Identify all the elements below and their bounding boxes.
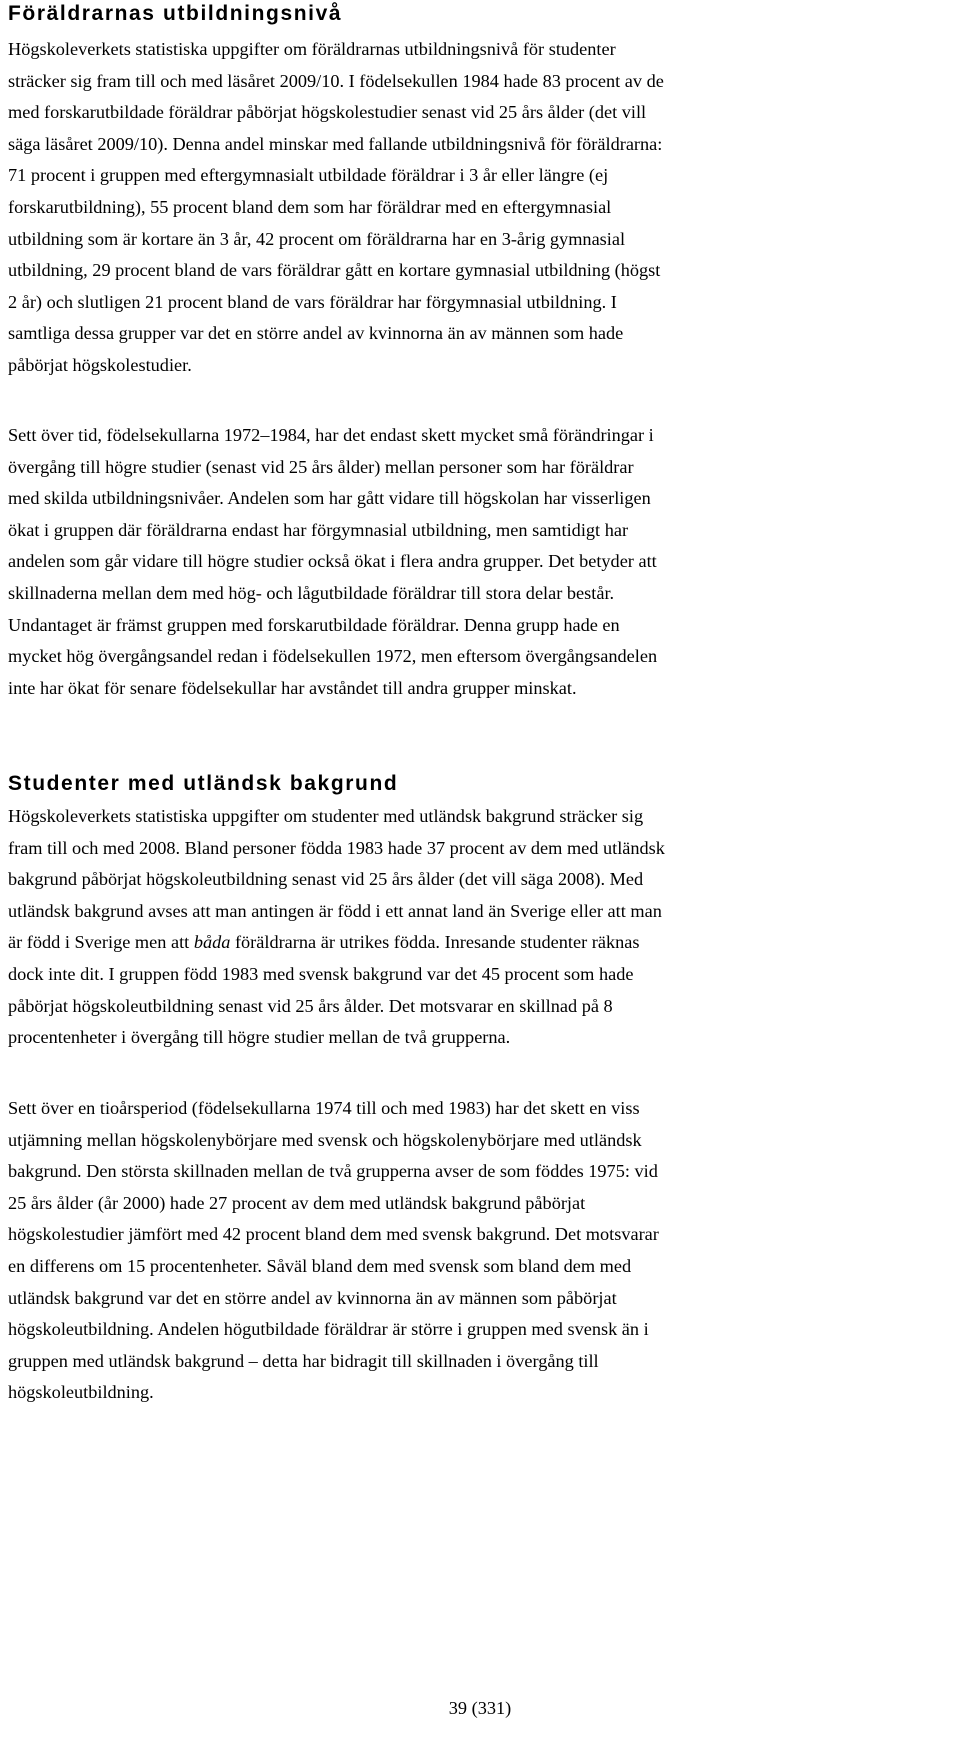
text-segment: föräldrarna är utrikes födda. Inresande studenter räknas: [230, 932, 640, 953]
text-line: utländsk bakgrund avses att man antingen är född i ett annat land än Sverige eller att man: [8, 900, 662, 921]
text-line: en differens om 15 procentenheter. Såväl bland dem med svensk som bland dem med: [8, 1255, 632, 1276]
text-line: 25 års ålder (år 2000) hade 27 procent av dem med utländsk bakgrund påbörjat: [8, 1192, 586, 1213]
text-line: forskarutbildning), 55 procent bland dem som har föräldrar med en eftergymnasial: [8, 196, 612, 217]
text-line: inte har ökat för senare födelsekullar har avståndet till andra grupper minskat.: [8, 677, 577, 698]
paragraph-parental-education-1: [8, 34, 664, 382]
text-line: utjämning mellan högskolenybörjare med svensk och högskolenybörjare med utländsk: [8, 1129, 642, 1150]
section-heading-parental-education: Föräldrarnas utbildningsnivå: [8, 2, 343, 25]
text-segment: är född i Sverige men att: [8, 932, 194, 953]
text-line: mycket hög övergångsandel redan i födelsekullen 1972, men eftersom övergångsandelen: [8, 646, 658, 667]
text-line: gruppen med utländsk bakgrund – detta har bidragit till skillnaden i övergång till: [8, 1350, 599, 1371]
text-line: säga läsåret 2009/10). Denna andel minskar med fallande utbildningsnivå för föräldrarna:: [8, 133, 663, 154]
text-line: dock inte dit. I gruppen född 1983 med svensk bakgrund var det 45 procent som hade: [8, 963, 634, 984]
text-line: 2 år) och slutligen 21 procent bland de vars föräldrar har förgymnasial utbildning. I: [8, 291, 617, 312]
paragraph-parental-education-2: [8, 420, 657, 704]
text-line: påbörjat högskoleutbildning senast vid 25 års ålder. Det motsvarar en skillnad på 8: [8, 995, 613, 1016]
text-line: Sett över en tioårsperiod (födelsekullarna 1974 till och med 1983) har det skett en viss: [8, 1098, 640, 1118]
text-line: utländsk bakgrund var det en större andel av kvinnorna än av männen som påbörjat: [8, 1287, 617, 1308]
paragraph-foreign-background-2: [8, 1093, 659, 1409]
text-line: [8, 927, 665, 959]
text-line: Undantaget är främst gruppen med forskarutbildade föräldrar. Denna grupp hade en: [8, 614, 620, 635]
text-line: utbildning som är kortare än 3 år, 42 procent om föräldrarna har en 3-årig gymnasial: [8, 228, 626, 249]
emphasis-text: båda: [193, 932, 231, 953]
text-line: högskoleutbildning. Andelen högutbildade föräldrar är större i gruppen med svensk än i: [8, 1319, 649, 1340]
text-line: ökat i gruppen där föräldrarna endast har förgymnasial utbildning, men samtidigt har: [8, 519, 629, 540]
text-line: samtliga dessa grupper var det en större andel av kvinnorna än av männen som hade: [8, 323, 624, 344]
paragraph-foreign-background-1: [8, 801, 665, 1054]
text-line: skillnaderna mellan dem med hög- och lågutbildade föräldrar till stora delar består.: [8, 582, 615, 603]
text-line: fram till och med 2008. Bland personer födda 1983 hade 37 procent av dem med utländsk: [8, 837, 665, 858]
text-line: sträcker sig fram till och med läsåret 2009/10. I födelsekullen 1984 hade 83 procent av de: [8, 70, 664, 91]
text-line: övergång till högre studier (senast vid 25 års ålder) mellan personer som har föräldrar: [8, 456, 634, 477]
text-line: 71 procent i gruppen med eftergymnasialt utbildade föräldrar i 3 år eller längre (ej: [8, 165, 609, 186]
page-number: 39 (331): [448, 1698, 512, 1718]
text-line: påbörjat högskolestudier.: [8, 354, 192, 375]
text-line: högskolestudier jämfört med 42 procent bland dem med svensk bakgrund. Det motsvarar: [8, 1224, 659, 1245]
text-line: Högskoleverkets statistiska uppgifter om föräldrarnas utbildningsnivå för studenter: [8, 39, 616, 59]
text-line: Sett över tid, födelsekullarna 1972–1984, har det endast skett mycket små förändringar i: [8, 425, 654, 445]
text-line: med skilda utbildningsnivåer. Andelen som har gått vidare till högskolan har visserligen: [8, 488, 651, 509]
text-line: utbildning, 29 procent bland de vars föräldrar gått en kortare gymnasial utbildning (högst: [8, 260, 661, 281]
text-line: andelen som går vidare till högre studier också ökat i flera andra grupper. Det betyder att: [8, 551, 657, 572]
text-line: bakgrund påbörjat högskoleutbildning senast vid 25 års ålder (det vill säga 2008). Med: [8, 869, 644, 890]
text-line: bakgrund. Den största skillnaden mellan de två grupperna avser de som föddes 1975: vid: [8, 1161, 658, 1182]
text-line: högskoleutbildning.: [8, 1382, 154, 1403]
text-line: Högskoleverkets statistiska uppgifter om studenter med utländsk bakgrund sträcker sig: [8, 806, 644, 826]
text-line: med forskarutbildade föräldrar påbörjat högskolestudier senast vid 25 års ålder (det vill: [8, 102, 647, 123]
section-heading-foreign-background: Studenter med utländsk bakgrund: [8, 772, 399, 795]
text-line: procentenheter i övergång till högre studier mellan de två grupperna.: [8, 1027, 511, 1048]
